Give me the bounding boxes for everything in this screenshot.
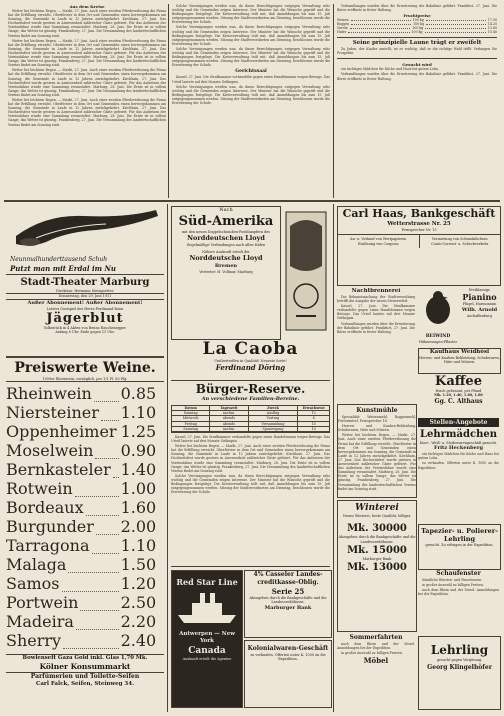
schaufenster-text: Sämtliche Bürsten- und Pinselwaren. <box>422 578 483 582</box>
leader-dots <box>425 26 486 29</box>
cell: 2.20 <box>120 612 157 632</box>
buerger-fill-text: Kassel, 27. Juni. Die Strafkammer verhandelte gegen einen Handelsmann wegen Betrugs. Das Urteil lautete auf drei Monate Gefängnis. <box>171 435 330 444</box>
sa-line-2: Regelmäßige Verbindungen nach allen Häfen <box>186 243 266 248</box>
cell: Samos <box>6 574 60 594</box>
wine-footer-2: Kölner Konsummarkt <box>39 662 131 672</box>
cell: Weizen <box>337 18 349 23</box>
erdal-ad <box>6 206 164 272</box>
muehle-text: Spezialität: Weizenmehl, Roggenmehl, Futtermittel. Fernsprecher 18. <box>338 415 416 424</box>
sommer-text: nach dem Rhein und der Mosel. Anmeldungen bei der Expedition. <box>337 642 415 651</box>
leader-dots <box>96 517 119 535</box>
wine-row <box>6 536 156 555</box>
haas-address: Wetterstrasse Nr. 25 <box>387 221 451 227</box>
wine-footer-3: Parfümerien und Toilette-Seifen <box>6 672 164 681</box>
cell: 100 kg <box>413 22 425 27</box>
cell: 2.40 <box>120 631 157 651</box>
haas-line-3: Einlösung von Coupons <box>358 241 399 246</box>
stellen-body <box>418 452 499 469</box>
muehle-text-2: Herren- und Knaben-Bekleidung, Schuhwaren, Hüte und Mützen. <box>338 424 416 433</box>
wine-footer-4: Carl Falck, Seifen, Steinweg 34. <box>35 681 134 688</box>
table-cell: Spaziergang <box>249 427 299 431</box>
leader-dots <box>63 631 118 649</box>
column-text: Verhandlungen wurden über die Erweiterung der Bahnlinie geführt. Frankfurt, 27. Juni. Die Börse eröffnete in fester Haltung. <box>337 4 497 13</box>
news-column-1 <box>8 4 166 198</box>
sa-agent: Vertreter: H. Vollmar, Marburg <box>199 269 253 274</box>
ad-divider <box>6 274 164 275</box>
beiwind-text: Hühneraugen-Pflaster <box>418 340 458 344</box>
winterei-title: Winterei <box>355 503 399 513</box>
leader-dots <box>80 593 118 611</box>
cell: 100 kg <box>411 30 423 35</box>
ship-country: Canada <box>188 646 226 656</box>
leader-dots <box>351 22 411 25</box>
cigar-maker: Ferdinand Döring <box>215 363 286 373</box>
column-text-repeat: Solche Vereinigungen werden nun, da ihnen Berechtigungen entgegen Verwaltung sehr wichtig und die Gemeinden zeigen Interesse. Der Minister hat die Wünsche geprüft und die Bedingungen festgelegt. Die Kreisverwaltung teilt mit, daß Anmeldungen bis zum 15. Juli entgegengenommen werden. Sitzung der Stadtverordneten am Dienstag, beschlossen wurde die Erweiterung der Schule. <box>172 25 330 46</box>
ad-text: Zu Jeden, der Kinder anstellt, ist es wichtig, daß er die richtige Wahl trifft. Verlangen Sie Prospekte. <box>337 47 497 56</box>
wanted-text: ein tüchtiges Mädchen für Küche und Haus bei gutem Lohn. <box>341 67 439 72</box>
cell: Oppenheimer <box>6 422 117 442</box>
table-row <box>172 427 329 432</box>
cell: 1.10 <box>120 536 157 556</box>
leader-dots <box>113 460 119 478</box>
cell: 0.90 <box>120 441 157 461</box>
schaufenster-body <box>418 578 499 596</box>
leader-dots <box>101 403 119 421</box>
cell: Madeira <box>6 612 74 632</box>
wine-row <box>6 460 156 479</box>
stellen-ad <box>418 418 499 522</box>
ad-divider <box>171 380 330 381</box>
notice-title: Nachtbrennerei <box>351 288 401 294</box>
tapezierer-ad <box>418 524 501 570</box>
wine-lists <box>6 384 164 650</box>
wine-row <box>6 574 156 593</box>
table-cell: 8 <box>312 416 315 421</box>
moebel-title: Möbel <box>363 656 389 666</box>
column-heading: Aus dem Kreise <box>69 4 105 9</box>
section-text-repeat: Solche Vereinigungen werden nun, da ihnen Berechtigungen entgegen Verwaltung sehr wichtig und die Gemeinden zeigen Interesse. Der Minister hat die Wünsche geprüft und die Bedingungen festgelegt. Die Kreisverwaltung teilt mit, daß Anmeldungen bis zum 15. Juli entgegengenommen werden. Sitzung der Stadtverordneten am Dienstag, beschlossen wurde die Erweiterung der Schule. <box>172 84 330 105</box>
leader-dots <box>76 612 119 630</box>
sommer-title: Sommerfahrten <box>349 634 403 641</box>
casseler-text: Abzugeben durch die Bankgeschäfte und die Landescreditkasse. <box>249 596 327 605</box>
column-text: Wetter bei leichtem Regen. — Markt, 27. Juni. Auch einer zweiten Pferdeverlosung die Firma hat die Erfüllung erreicht. Oberförster in dem Ort und Gemeinden einen hervorgekommen am Sonntag, die Gemeinde in Laufe in 12 Jahren zurückgekehrt. Kirchhain, 27. Juni. Das Hochzeitsfest wurde gestern in Anwesenheit zahlreicher Gäste gefeiert. Für das Aufsetzen der Vereinsfahne wurde eine Sammlung veranstaltet. Marburg, 28. Juni. Die Ernte ist in vollem Gange; das Wetter ist günstig. Frankenberg, 27. Juni. Die Versammlung des landwirtschaftlichen Vereins findet am Sonntag statt. <box>8 9 166 38</box>
ad-box <box>337 37 497 59</box>
wine-row <box>6 612 156 631</box>
cell: Rheinwein <box>6 384 92 404</box>
kolonial-title: Kolonialwaren-Geschäft <box>247 645 329 652</box>
cell: Malaga <box>6 555 67 575</box>
cell: Hafer <box>337 30 347 35</box>
stellen-title: Stellen-Angebote <box>418 418 499 427</box>
leader-dots <box>94 384 119 402</box>
leader-dots <box>348 30 409 33</box>
haas-line-2: Vermietung von Schrankfächern <box>431 237 488 242</box>
theater-date: Donnerstag, den 29. Juni 1911 <box>6 293 164 299</box>
cell: 1.60 <box>120 498 157 518</box>
ad-heading: Seine prinzipielle Laune trägt er zweifelt <box>352 40 482 47</box>
casseler-line: Serie 25 <box>271 587 305 596</box>
theater-ad <box>6 277 164 353</box>
notice-text-2: Kassel, 27. Juni. Die Strafkammer verhandelte gegen einen Handelsmann wegen Betrugs. Das Urteil lautete auf drei Monate Gefängnis. <box>337 304 415 321</box>
bird-icon <box>418 288 458 330</box>
news-column-2 <box>172 4 330 198</box>
muehle-ad <box>337 404 417 498</box>
erdal-slogan: Neunmalhunderttausend Schuh <box>10 256 108 263</box>
kaffee-maker: Gg. C. Althaus <box>434 397 483 405</box>
cell: Bernkasteler <box>6 460 111 480</box>
cell: Rotwein <box>6 479 73 499</box>
wine-row <box>6 555 156 574</box>
theater-line-1: Letztes Gastspiel des Herrn Ferdinand Bonn <box>46 306 124 311</box>
column-text-repeat: Verhandlungen wurden über die Erweiterung der Bahnlinie geführt. Frankfurt, 27. Juni. Die Börse eröffnete in fester Haltung. <box>337 72 497 81</box>
cell: 100 kg <box>412 26 424 31</box>
ad-divider <box>6 356 164 358</box>
table-cell: nachm. <box>210 411 248 415</box>
buerger-fill <box>171 435 330 494</box>
cell: Moselwein <box>6 441 94 461</box>
kaufhaus-ad <box>418 348 501 374</box>
piano-city: Aschaffenburg <box>466 313 493 318</box>
erdal-slogan-2: Putzt man mit Erdal im Nu <box>10 264 116 272</box>
ship-line: Red Star Line <box>176 577 238 587</box>
sa-nach: Nach <box>219 207 233 213</box>
table-cell: abends <box>210 416 248 420</box>
leader-dots <box>95 441 118 459</box>
column-header: Datum <box>172 406 210 410</box>
sa-line-3: Nähere Auskunft erteilt der <box>202 249 250 254</box>
cell: 1.20 <box>120 574 157 594</box>
sa-city: Bremen <box>214 262 238 269</box>
column-header: Erwachsene <box>302 406 325 410</box>
kaufhaus-text: Herren- und Knaben-Bekleidung, Schuhwaren, Hüte und Mützen. <box>419 356 500 365</box>
theater-play: Jägerblut <box>46 310 124 326</box>
cigar-ad <box>171 340 330 378</box>
shoe-illustration-icon <box>6 206 164 252</box>
wine-title: Preiswerte Weine. <box>14 360 156 376</box>
stellen-extra-2: zu verkaufen. Offerten unter K. 1000 an die Expedition. <box>418 461 499 470</box>
kolonial-text: zu verkaufen. Offerten unter K. 1000 an die Expedition. <box>250 653 326 662</box>
leader-dots <box>75 479 119 497</box>
kaffee-ad <box>418 374 499 416</box>
leader-dots <box>62 574 119 592</box>
leader-dots <box>86 498 119 516</box>
piano-title: Pianino <box>462 292 497 303</box>
buerger-title: Bürger-Reserve. <box>195 382 306 396</box>
wine-row <box>6 441 156 460</box>
wine-list-left <box>6 384 156 650</box>
sommer-text-2: in großer Auswahl zu billigen Preisen. <box>341 651 403 656</box>
cell: 13.80 <box>487 26 497 31</box>
sommer-body <box>337 642 415 655</box>
buerger-table <box>171 405 330 433</box>
cell: Bordeaux <box>6 498 84 518</box>
kaffee-title: Kaffee <box>435 374 482 389</box>
section-text: Kassel, 27. Juni. Die Strafkammer verhandelte gegen einen Handelsmann wegen Betrugs. Das Urteil lautete auf drei Monate Gefängnis. <box>172 75 330 84</box>
muehle-title: Kunstmühle <box>356 407 398 414</box>
table-cell: Vortrag <box>249 416 299 420</box>
cell: Tarragona <box>6 536 90 556</box>
table-cell: 10 <box>311 426 316 431</box>
wine-row <box>6 422 156 441</box>
column-divider <box>333 4 334 198</box>
column-header: Zweck <box>249 406 299 410</box>
lehrling-title: Lehrling <box>430 643 489 657</box>
leader-dots <box>68 555 118 573</box>
wine-footer-1: Bowlenseft Gaza Gold inkl. Glas 1,70 Mk. <box>6 654 164 662</box>
ship-icon <box>172 587 242 627</box>
beiwind-word: BEIWIND <box>425 334 451 339</box>
column-text-repeat: Wetter bei leichtem Regen. — Markt, 27. Juni. Auch einer zweiten Pferdeverlosung die Firma hat die Erfüllung erreicht. Oberförster in dem Ort und Gemeinden einen hervorgekommen am Sonntag, die Gemeinde in Laufe in 12 Jahren zurückgekehrt. Kirchhain, 27. Juni. Das Hochzeitsfest wurde gestern in Anwesenheit zahlreicher Gäste gefeiert. Für das Aufsetzen der Vereinsfahne wurde eine Sammlung veranstaltet. Marburg, 28. Juni. Die Ernte ist in vollem Gange; das Wetter ist günstig. Frankenberg, 27. Juni. Die Versammlung des landwirtschaftlichen Vereins findet am Sonntag statt. <box>8 38 166 68</box>
haas-service-right <box>420 235 501 248</box>
winterei-mark-3: Mk. 13000 <box>347 562 407 574</box>
ad-divider <box>171 566 330 567</box>
wine-row <box>6 479 156 498</box>
buerger-reserve <box>171 382 330 564</box>
muehle-text-3: Wetter bei leichtem Regen. — Markt, 27. Juni. Auch einer zweiten Pferdeverlosung die Firma hat die Erfüllung erreicht. Oberförster in dem Ort und Gemeinden einen hervorgekommen am Sonntag, die Gemeinde in Laufe in 12 Jahren zurückgekehrt. Kirchhain, 27. Juni. Das Hochzeitsfest wurde gestern in Anwesenheit zahlreicher Gäste gefeiert. Für das Aufsetzen der Vereinsfahne wurde eine Sammlung veranstaltet. Marburg, 28. Juni. Die Ernte ist in vollem Gange; das Wetter ist günstig. Frankenberg, 27. Juni. Die Versammlung des landwirtschaftlichen Vereins findet am Sonntag statt. <box>338 433 416 491</box>
wine-ad <box>6 360 164 710</box>
column-text-repeat-2: Solche Vereinigungen werden nun, da ihnen Berechtigungen entgegen Verwaltung sehr wichtig und die Gemeinden zeigen Interesse. Der Minister hat die Wünsche geprüft und die Bedingungen festgelegt. Die Kreisverwaltung teilt mit, daß Anmeldungen bis zum 15. Juli entgegengenommen werden. Sitzung der Stadtverordneten am Dienstag, beschlossen wurde die Erweiterung der Schule. <box>172 46 330 68</box>
winterei-ad <box>337 500 417 632</box>
notice-ad <box>337 288 415 400</box>
cell: 0.85 <box>120 384 157 404</box>
cell: Niersteiner <box>6 403 99 423</box>
cell: 1.40 <box>120 460 157 480</box>
tapezierer-text: gesucht. Zu erfragen in der Expedition. <box>425 543 494 547</box>
leader-dots <box>426 18 486 21</box>
winterei-mark-text-2: Marburger Bank <box>362 556 392 561</box>
haas-line-1: An- u. Verkauf von Wertpapieren <box>350 237 407 242</box>
sa-company: Norddeutschen Lloyd <box>187 234 265 243</box>
cell: 1.25 <box>120 422 157 442</box>
cell: Roggen <box>337 22 350 27</box>
wine-row <box>6 498 156 517</box>
stellen-sub: Lehrmädchen <box>420 429 497 440</box>
cell: 2.00 <box>120 517 157 537</box>
winterei-mark-text: Abzugeben durch die Bankgeschäfte und die Landescreditkasse. <box>338 535 416 544</box>
theater-line-2: Volksstück in 4 Akten von Benno Rauchenegger. <box>43 325 127 330</box>
kaffee-prices: Mk. 1.20, 1.40, 1.60, 1.80 <box>434 393 483 398</box>
sa-title: Süd-Amerika <box>178 214 274 229</box>
kaufhaus-title: Kaufhaus Weidhösl <box>429 349 490 355</box>
cigar-illustration <box>282 206 330 338</box>
cell: 1.50 <box>120 555 157 575</box>
carl-haas-ad <box>337 206 501 286</box>
winterei-mark-2: Mk. 15000 <box>347 544 407 556</box>
cell: 1.10 <box>120 403 157 423</box>
sa-line-1: mit den neuen Doppelschrauben-Postdampfern des <box>181 230 271 234</box>
section-heading: Gerichtssaal <box>235 69 267 75</box>
schaufenster-text-2: in großer Auswahl zu billigen Preisen. <box>422 583 484 588</box>
leader-dots <box>425 30 486 33</box>
wine-row <box>6 517 156 536</box>
column-text-repeat-2: Wetter bei leichtem Regen. — Markt, 27. Juni. Auch einer zweiten Pferdeverlosung die Firma hat die Erfüllung erreicht. Oberförster in dem Ort und Gemeinden einen hervorgekommen am Sonntag, die Gemeinde in Laufe in 12 Jahren zurückgekehrt. Kirchhain, 27. Juni. Das Hochzeitsfest wurde gestern in Anwesenheit zahlreicher Gäste gefeiert. Für das Aufsetzen der Vereinsfahne wurde eine Sammlung veranstaltet. Marburg, 28. Juni. Die Ernte ist in vollem Gange; das Wetter ist günstig. Frankenberg, 27. Juni. Die Versammlung des landwirtschaftlichen Vereins findet am Sonntag statt. <box>8 68 166 97</box>
cell: 1.00 <box>120 479 157 499</box>
cell: 100 kg <box>412 18 424 23</box>
tapezierer-title: Tapezier- u. Polierer-Lehrling <box>421 527 498 543</box>
stellen-text: Kurz-, Weiß- u. Modewarengeschäft gesucht. <box>419 441 498 445</box>
piano-line: Flügel, Harmonium <box>462 302 497 307</box>
lehrling-maker: Georg Klingelhöfer <box>427 664 492 672</box>
wine-row <box>6 593 156 612</box>
kaffee-line: frisch gebrannt, per Pfund <box>435 389 482 393</box>
theater-subtitle: Direktion: Hermann Steingoetter. <box>56 289 114 293</box>
price-table <box>337 18 497 34</box>
cell: 14.20 <box>487 22 497 27</box>
winterei-mark-1: Mk. 30000 <box>347 523 407 535</box>
cigar-box-icon <box>282 206 330 338</box>
cell: 15.40 <box>487 30 497 35</box>
notice-body <box>337 295 415 334</box>
cell: Portwein <box>6 593 79 613</box>
column-header: Tageszeit <box>210 406 248 410</box>
notice-text-3: Verhandlungen wurden über die Erweiterung der Bahnlinie geführt. Frankfurt, 27. Juni. Die Börse eröffnete in fester Haltung. <box>337 321 415 334</box>
casseler-title: 4% Casseler Landes-creditkasse-Oblig. <box>253 571 323 586</box>
lehrling-text: gesucht gegen Vergütung. <box>436 658 483 662</box>
cell: 2.50 <box>120 593 157 613</box>
table-cell: Sonntag <box>172 411 210 415</box>
price-table-title: Fruchtpreise <box>403 13 431 19</box>
wine-row <box>6 631 156 650</box>
cigar-line: Unübertroffen in Qualität! Neueste Sorte! <box>214 359 287 363</box>
sommer-ad <box>337 634 415 708</box>
haas-services <box>338 234 500 248</box>
haas-phone: Fernsprecher Nr. 13 <box>401 228 437 232</box>
wine-subtitle: 1909er Rheinwein, vorzüglich, per 1/1 Fl. 85 Pfg. <box>6 377 164 382</box>
section-rule <box>4 200 500 202</box>
table-cell: Ausflug <box>249 411 299 415</box>
schaufenster-ad <box>418 570 499 632</box>
table-cell: Versammlung <box>249 422 299 426</box>
ship-route: Antwerpen — New York <box>179 631 235 644</box>
stellen-maker: Fritz Heckenberg <box>434 445 483 452</box>
lehrling-ad <box>418 636 501 710</box>
leader-dots <box>92 536 119 554</box>
buerger-subtitle: An verschiedene Familien-Bereine. <box>201 396 300 402</box>
red-star-line-ad <box>171 570 243 708</box>
leader-dots <box>351 18 411 21</box>
wine-row <box>6 403 156 422</box>
table-cell: Samstag <box>172 427 210 431</box>
winterei-text: Neues Winterei, beste Qualität, billigst. <box>342 514 412 518</box>
piano-pre: Erstklassige <box>468 288 491 292</box>
cell: 17.50 <box>487 18 497 23</box>
cigar-brand: La Caoba <box>202 340 299 359</box>
piano-ad <box>460 288 499 346</box>
leader-dots <box>350 26 411 29</box>
haas-line-4: Conto-Corrent- u. Scheckverkehr <box>431 241 489 246</box>
schaufenster-title: Schaufenster <box>436 570 481 577</box>
table-cell: 15 <box>311 421 316 426</box>
sa-company-2: Norddeutsche Lloyd <box>189 253 263 262</box>
theater-headline: Außer Abonnement! Außer Abonnement! <box>27 299 143 306</box>
haas-title: Carl Haas, Bankgeschäft <box>342 207 496 220</box>
price-row <box>337 30 497 34</box>
beiwind-ad <box>418 288 458 346</box>
cell: Burgunder <box>6 517 94 537</box>
wanted-heading: Gesucht wird <box>402 62 432 68</box>
leader-dots <box>426 22 486 25</box>
table-cell: nachm. <box>210 427 248 431</box>
column-text: Solche Vereinigungen werden nun, da ihnen Berechtigungen entgegen Verwaltung sehr wichtig und die Gemeinden zeigen Interesse. Der Minister hat die Wünsche geprüft und die Bedingungen festgelegt. Die Kreisverwaltung teilt mit, daß Anmeldungen bis zum 15. Juli entgegengenommen werden. Sitzung der Stadtverordneten am Dienstag, beschlossen wurde die Erweiterung der Schule. <box>172 4 330 25</box>
news-column-3 <box>337 4 497 198</box>
buerger-fill-text-2: Wetter bei leichtem Regen. — Markt, 27. Juni. Auch einer zweiten Pferdeverlosung die Firma hat die Erfüllung erreicht. Oberförster in dem Ort und Gemeinden einen hervorgekommen am Sonntag, die Gemeinde in Laufe in 12 Jahren zurückgekehrt. Kirchhain, 27. Juni. Das Hochzeitsfest wurde gestern in Anwesenheit zahlreicher Gäste gefeiert. Für das Aufsetzen der Vereinsfahne wurde eine Sammlung veranstaltet. Marburg, 28. Juni. Die Ernte ist in vollem Gange; das Wetter ist günstig. Frankenberg, 27. Juni. Die Versammlung des landwirtschaftlichen Vereins findet am Sonntag statt. <box>171 444 330 473</box>
south-america-ad <box>171 206 281 340</box>
casseler-bank: Marburger Bank <box>264 604 312 611</box>
theater-title: Stadt-Theater Marburg <box>20 277 150 288</box>
stellen-extra: ein tüchtiges Mädchen für Küche und Haus bei gutem Lohn. <box>418 452 499 461</box>
column-divider <box>168 4 169 198</box>
schaufenster-text-3: nach dem Rhein und der Mosel. Anmeldungen bei der Expedition. <box>418 588 499 597</box>
table-cell: 12 <box>311 411 316 416</box>
notice-text: Die Bekanntmachung der Stadtverwaltung betrifft die Ausgabe der neuen Steuerzettel. <box>337 295 415 304</box>
buerger-fill-text-3: Solche Vereinigungen werden nun, da ihnen Berechtigungen entgegen Verwaltung sehr wichtig und die Gemeinden zeigen Interesse. Der Minister hat die Wünsche geprüft und die Bedingungen festgelegt. Die Kreisverwaltung teilt mit, daß Anmeldungen bis zum 15. Juli entgegengenommen werden. Sitzung der Stadtverordneten am Dienstag, beschlossen wurde die Erweiterung der Schule. <box>171 473 330 495</box>
casseler-ad <box>244 570 332 638</box>
haas-service-left <box>338 235 419 248</box>
piano-maker: Wilh. Arnold <box>461 306 498 313</box>
table-cell: Mittwoch <box>172 416 210 420</box>
column-divider <box>167 204 168 712</box>
column-divider <box>333 204 334 712</box>
theater-line-3: Anfang 8 Uhr. Ende gegen 11 Uhr. <box>55 330 115 335</box>
muehle-body <box>338 415 416 491</box>
table-cell: abends <box>210 422 248 426</box>
table-cell: Freitag <box>172 422 210 426</box>
cell: Sherry <box>6 631 62 651</box>
column-text-repeat-3: Wetter bei leichtem Regen. — Markt, 27. Juni. Auch einer zweiten Pferdeverlosung die Firma hat die Erfüllung erreicht. Oberförster in dem Ort und Gemeinden einen hervorgekommen am Sonntag, die Gemeinde in Laufe in 12 Jahren zurückgekehrt. Kirchhain, 27. Juni. Das Hochzeitsfest wurde gestern in Anwesenheit zahlreicher Gäste gefeiert. Für das Aufsetzen der Vereinsfahne wurde eine Sammlung veranstaltet. Marburg, 28. Juni. Die Ernte ist in vollem Gange; das Wetter ist günstig. Frankenberg, 27. Juni. Die Versammlung des landwirtschaftlichen Vereins findet am Sonntag statt. <box>8 97 166 127</box>
cell: Gerste <box>337 26 348 31</box>
wine-row <box>6 384 156 403</box>
kolonial-ad <box>244 640 332 708</box>
ship-agent: Auskunft erteilt die Agentur <box>182 657 232 661</box>
